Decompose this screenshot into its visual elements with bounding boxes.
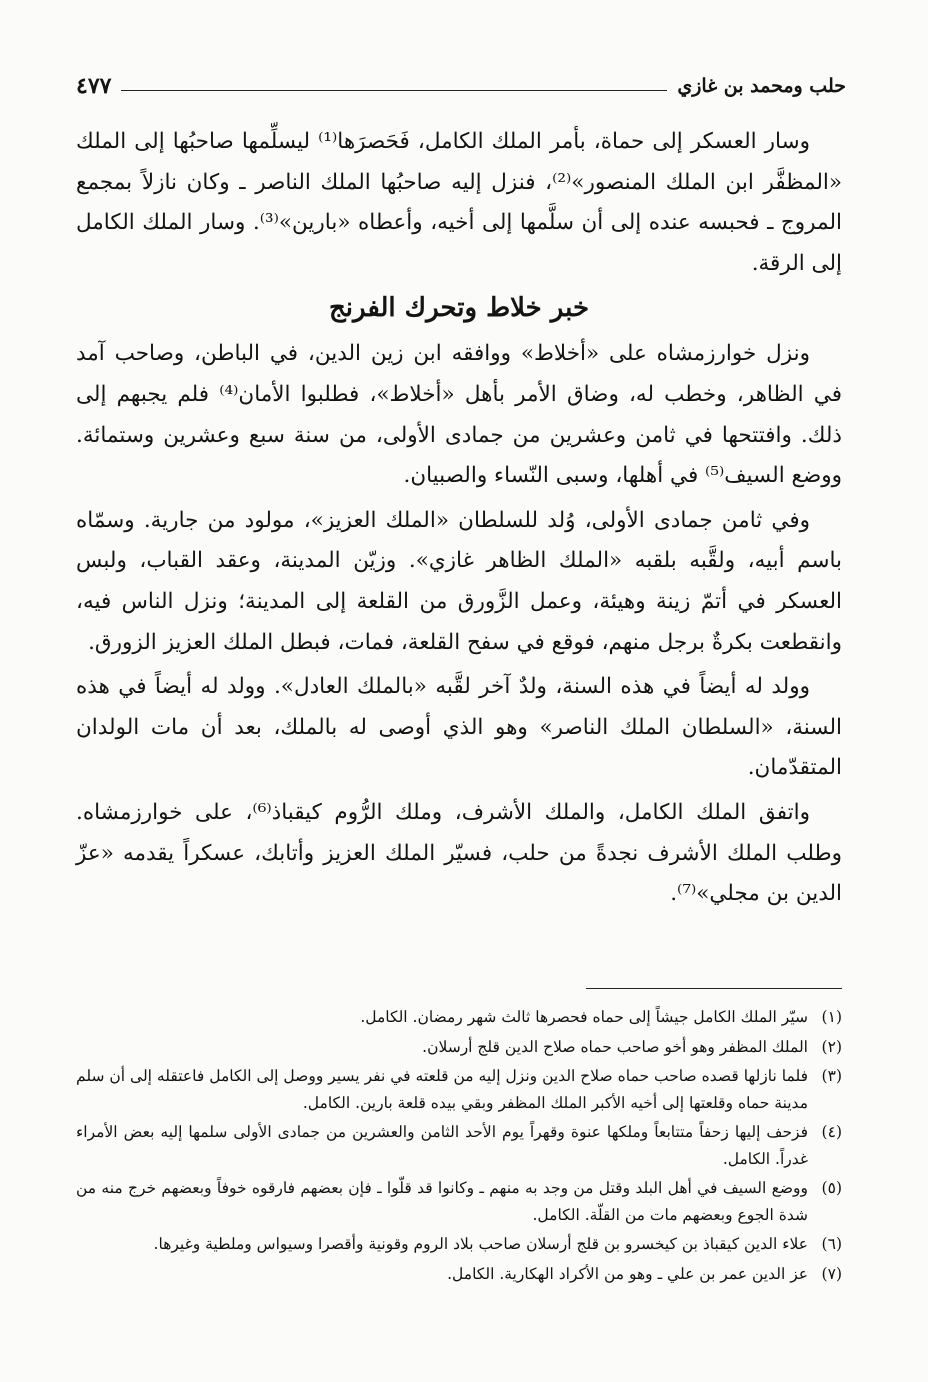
paragraph-4: وولد له أيضاً في هذه السنة، ولدٌ آخر لقَّبه «بالملك العادل». وولد له أيضاً في هذه السنة، «السلطان الملك الناصر» وهو الذي أوصى له بالملك، بعد أن مات الولدان المتقدّمان. [76,674,842,781]
footnote-number: (١) [821,1008,842,1026]
paragraph-5: واتفق الملك الكامل، والملك الأشرف، وملك الرُّوم كيقباذ⁽⁶⁾، على خوارزمشاه. وطلب الملك الأشرف نجدةً من حلب، فسيّر الملك العزيز وأتابك، عسكراً يقدمه «عزّ الدين بن مجلي»⁽⁷⁾. [76,799,842,907]
footnote-separator [586,988,842,989]
paragraph-3: وفي ثامن جمادى الأولى، وُلد للسلطان «الملك العزيز»، مولود من جارية. وسمّاه باسم أبيه، ولقَّبه بلقبه «الملك الظاهر غازي». وزيّن المدينة، وعقد القباب، ولبس العسكر في أتمّ زينة وهيئة، وعمل الزَّورق من القلعة إلى المدينة؛ ونزل الناس فيه، وانقطعت بكرةٌ برجل منهم، فوقع في سفح القلعة، فمات، فبطل الملك العزيز الزورق. [76,507,842,655]
footnote [76,1119,842,1172]
footnote-number: (٤) [821,1123,842,1141]
footnote-text: ووضع السيف في أهل البلد وقتل من وجد به منهم ـ وكانوا قد قلّوا ـ فإن بعضهم فارقوه خوفاً وبعضهم خرج منه من شدة الجوع وبعضهم مات من القلّة. الكامل. [76,1179,808,1224]
running-title: حلب ومحمد بن غازي [677,75,846,97]
section-heading: خبر خلاط وتحرك الفرنج [328,293,590,324]
footnote-text: الملك المظفر وهو أخو صاحب حماه صلاح الدين قلج أرسلان. [422,1037,808,1056]
footnote [76,1004,842,1031]
footnote [76,1231,842,1258]
footnote-number: (٦) [821,1235,842,1253]
page-header [76,66,846,106]
footnote-text: علاء الدين كيقباذ بن كيخسرو بن قلج أرسلان صاحب بلاد الروم وقونية وأقصرا وسيواس وملطية وغيرها. [153,1235,808,1253]
paragraph-2: ونزل خوارزمشاه على «أخلاط» ووافقه ابن زين الدين، في الباطن، وصاحب آمد في الظاهر، وخطب له، وضاق الأمر بأهل «أخلاط»، فطلبوا الأمان⁽⁴⁾ فلم يجبهم إلى ذلك. وافتتحها في ثامن وعشرين من جمادى الأولى، من سنة سبع وعشرين وستمائة. ووضع السيف⁽⁵⁾ في أهلها، وسبى النّساء والصبيان. [76,341,842,489]
footnote-number: (٧) [821,1264,842,1283]
footnote-number: (٥) [821,1179,842,1197]
main-text [76,122,842,915]
footnote-text: فزحف إليها زحفاً متتابعاً وملكها عنوة وقهراً يوم الأحد الثامن والعشرين من جمادى الأولى سلمها إليه بعض الأمراء غدراً. الكامل. [76,1123,808,1168]
paragraph-1: وسار العسكر إلى حماة، بأمر الملك الكامل، فَحَصرَها⁽¹⁾ ليسلِّمها صاحبُها إلى الملك «المظفَّر ابن الملك المنصور»⁽²⁾، فنزل إليه صاحبُها الملك الناصر ـ وكان نازلاً بمجمع المروج ـ فحبسه عنده إلى أن سلَّمها إلى أخيه، وأعطاه «بارين»⁽³⁾. وسار الملك الكامل إلى الرقة. [76,129,842,276]
page-number: ٤٧٧ [76,73,112,99]
footnote-number: (٢) [821,1037,842,1056]
footnote-text: فلما نازلها قصده صاحب حماه صلاح الدين ونزل إليه من قلعته في نفر يسير ووصل إلى الكامل فاعتقله إلى أن سلم مدينة حماه وقلعتها إلى أخيه الأكبر الملك المظفر وبقي بيده قلعة بارين. الكامل. [76,1067,808,1112]
footnotes [76,1004,842,1290]
footnote [76,1175,842,1228]
footnote-text: سيّر الملك الكامل جيشاً إلى حماه فحصرها ثالث شهر رمضان. الكامل. [360,1008,808,1026]
footnote-text: عز الدين عمر بن علي ـ وهو من الأكراد الهكارية. الكامل. [447,1264,808,1283]
header-rule [121,90,667,91]
footnote [76,1034,842,1061]
footnote-number: (٣) [821,1067,842,1085]
footnote [76,1063,842,1116]
footnote [76,1261,842,1288]
